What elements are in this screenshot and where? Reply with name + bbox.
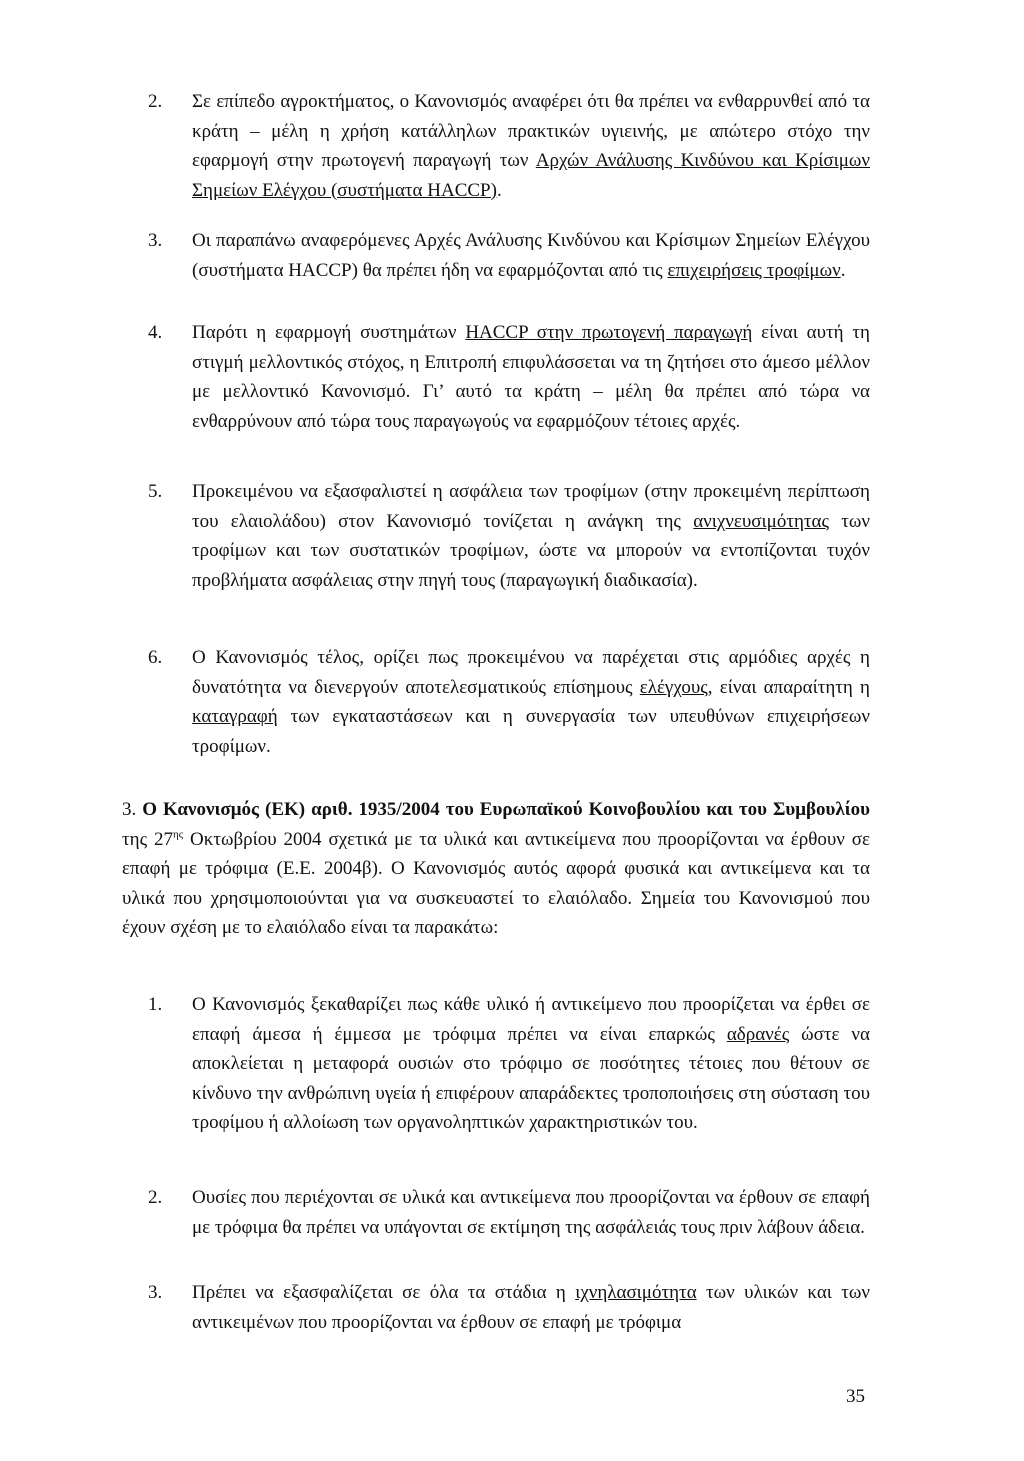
- list-number: 4.: [148, 322, 163, 343]
- list-number: 1.: [148, 994, 163, 1015]
- underlined-term: HACCP στην πρωτογενή παραγωγή: [465, 322, 753, 343]
- list-number: 5.: [148, 481, 163, 502]
- list-text: Οι παραπάνω αναφερόμενες Αρχές Ανάλυσης Κινδύνου και Κρίσιμων Σημείων Ελέγχου (συστήματα HACCP) θα πρέπει ήδη να εφαρμόζονται από τις επιχειρήσεις τροφίμων.: [192, 230, 870, 281]
- list-item-5: [148, 477, 870, 595]
- list-number: 3.: [148, 1282, 163, 1303]
- regulation-title: Ο Κανονισμός (ΕΚ) αριθ. 1935/2004 του Ευρωπαϊκού Κοινοβουλίου και του Συμβουλίου: [142, 799, 871, 820]
- sub-list-item-2: [148, 1183, 870, 1242]
- section-paragraph: 3. Ο Κανονισμός (ΕΚ) αριθ. 1935/2004 του Ευρωπαϊκού Κοινοβουλίου και του Συμβουλίου της $27^{\eta\varsigma}$ Οκτωβρίου 2004 σχετικά με τα υλικά και αντικείμενα που προορίζονται να έρθουν σε επαφή με τρόφιμα (Ε.Ε. 2004β). Ο Κανονισμός αυτός αφορά φυσικά και αντικείμενα και τα υλικά που χρησιμοποιούνται για να συσκευαστεί το ελαιόλαδο. Σημεία του Κανονισμού που έχουν σχέση με το ελαιόλαδο είναι τα παρακάτω:: [122, 799, 871, 938]
- underlined-term: ιχνηλασιμότητα: [575, 1282, 697, 1303]
- list-item-3: [148, 226, 870, 285]
- list-text: Προκειμένου να εξασφαλιστεί η ασφάλεια των τροφίμων (στην προκειμένη περίπτωση του ελαιολάδου) στον Κανονισμό τονίζεται η ανάγκη της ανιχνευσιμότητας των τροφίμων και των συστατικών τροφίμων, ώστε να μπορούν να εντοπίζονται τυχόν προβλήματα ασφάλειας στην πηγή τους (παραγωγική διαδικασία).: [192, 481, 871, 591]
- underlined-term: ανιχνευσιμότητας: [693, 510, 830, 532]
- list-item-2: [148, 87, 870, 205]
- list-number: 3.: [148, 230, 163, 251]
- list-item-4: [148, 318, 870, 436]
- list-text: Ο Κανονισμός ξεκαθαρίζει πως κάθε υλικό ή αντικείμενο που προορίζεται να έρθει σε επαφή άμεσα ή έμμεσα με τρόφιμα πρέπει να είναι επαρκώς αδρανές ώστε να αποκλείεται η μεταφορά ουσιών στο τρόφιμο σε ποσότητες τέτοιες που θέτουν σε κίνδυνο την ανθρώπινη υγεία ή επιφέρουν απαράδεκτες τροποποιήσεις στη σύσταση του τροφίμου ή αλλοίωση των οργανοληπτικών χαρακτηριστικών του.: [192, 994, 870, 1133]
- list-number: 6.: [148, 647, 163, 668]
- underlined-term: αδρανές: [726, 1023, 790, 1045]
- underlined-term: επιχειρήσεις τροφίμων: [667, 259, 841, 281]
- sub-list-item-3: [148, 1278, 870, 1337]
- page-number: 35: [846, 1386, 865, 1407]
- list-text: Πρέπει να εξασφαλίζεται σε όλα τα στάδια η ιχνηλασιμότητα των υλικών και των αντικειμένων που προορίζονται να έρθουν σε επαφή με τρόφιμα: [192, 1282, 870, 1333]
- list-item-6: [148, 643, 870, 761]
- underlined-term: Αρχών Ανάλυσης Κινδύνου και Κρίσιμων Σημείων Ελέγχου (συστήματα HACCP): [192, 150, 871, 201]
- underlined-term: καταγραφή: [192, 706, 278, 727]
- sub-list-item-1: [148, 990, 870, 1138]
- list-number: 2.: [148, 1187, 163, 1208]
- list-text: Σε επίπεδο αγροκτήματος, ο Κανονισμός αναφέρει ότι θα πρέπει να ενθαρρυνθεί από τα κράτη – μέλη η χρήση κατάλληλων πρακτικών υγιεινής, με απώτερο στόχο την εφαρμογή στην πρωτογενή παραγωγή των Αρχών Ανάλυσης Κινδύνου και Κρίσιμων Σημείων Ελέγχου (συστήματα HACCP).: [192, 91, 871, 201]
- list-text: Παρότι η εφαρμογή συστημάτων HACCP στην πρωτογενή παραγωγή είναι αυτή τη στιγμή μελλοντικός στόχος, η Επιτροπή επιφυλάσσεται να τη ζητήσει στο άμεσο μέλλον με μελλοντικό Κανονισμό. Γι’ αυτό τα κράτη – μέλη θα πρέπει από τώρα να ενθαρρύνουν από τώρα τους παραγωγούς να εφαρμόζουν τέτοιες αρχές.: [192, 322, 870, 432]
- list-number: 2.: [148, 91, 163, 112]
- underlined-term: ελέγχους: [639, 676, 708, 698]
- list-text: Ουσίες που περιέχονται σε υλικά και αντικείμενα που προορίζονται να έρθουν σε επαφή με τρόφιμα θα πρέπει να υπάγονται σε εκτίμηση της ασφάλειάς τους πριν λάβουν άδεια.: [192, 1187, 870, 1238]
- list-text: Ο Κανονισμός τέλος, ορίζει πως προκειμένου να παρέχεται στις αρμόδιες αρχές η δυνατότητα να διενεργούν αποτελεσματικούς επίσημους ελέγχους, είναι απαραίτητη η καταγραφή των εγκαταστάσεων και η συνεργασία των υπευθύνων επιχειρήσεων τροφίμων.: [192, 647, 870, 757]
